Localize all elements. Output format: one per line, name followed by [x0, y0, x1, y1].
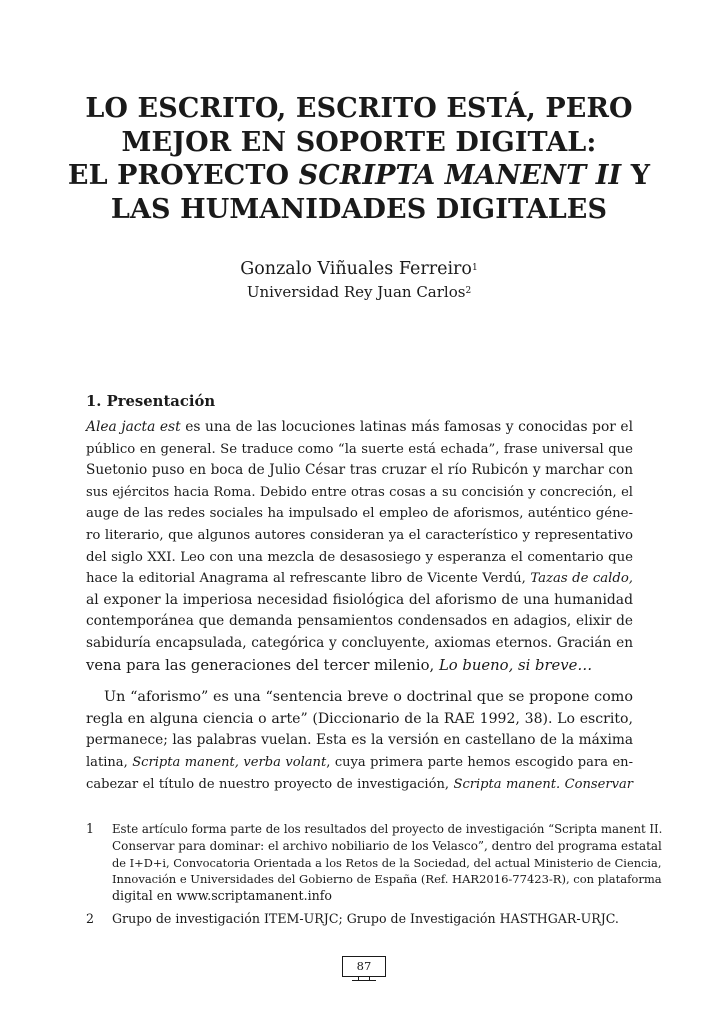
footnote-line: Este artículo forma parte de los resultados del proyecto de investigación “Scripta manent II.: [112, 822, 663, 836]
text-line: Suetonio puso en boca de Julio César tras cruzar el río Rubicón y marchar con: [86, 462, 633, 479]
footnote-line: digital en www.scriptamanent.info: [112, 888, 332, 904]
footnote-line: de I+D+i, Convocatoria Orientada a los Retos de la Sociedad, del actual Ministerio de Ciencia,: [112, 855, 662, 870]
article-title: [60, 92, 658, 226]
project-name: Scripta manent. Conservar: [453, 776, 633, 792]
footnote-line: Grupo de investigación ITEM-URJC; Grupo de Investigación HASTHGAR-URJC.: [112, 910, 619, 926]
text-line: [86, 752, 633, 774]
text-line: [86, 417, 633, 439]
text-line: público en general. Se traduce como “la suerte está echada”, frase universal que: [86, 441, 633, 457]
text-line: sabiduría encapsulada, categórica y concluyente, axiomas eternos. Gracián en: [86, 634, 633, 651]
text-line: [86, 568, 633, 590]
text-line: Un “aforismo” es una “sentencia breve o doctrinal que se propone como: [104, 689, 633, 706]
title-line-1: LO ESCRITO, ESCRITO ESTÁ, PERO: [85, 93, 633, 124]
text-line: [86, 655, 633, 677]
paragraph-1: [86, 417, 633, 676]
section-heading: 1. Presentación: [86, 393, 216, 410]
page-number-monitor-icon: [342, 956, 386, 977]
text-line: sus ejércitos hacia Roma. Debido entre otras cosas a su concisión y concreción, el: [86, 484, 633, 500]
text-span: hace la editorial Anagrama al refrescante libro de Vicente Verdú,: [86, 571, 531, 587]
title-line-3: [60, 159, 658, 193]
text-span: latina,: [86, 754, 133, 770]
text-span: vena para las generaciones del tercer milenio,: [86, 656, 439, 674]
footnote-1: [86, 821, 663, 905]
footnote-line: Conservar para dominar: el archivo nobiliario de los Velasco”, dentro del programa estatal: [112, 838, 662, 853]
page-number: 87: [356, 959, 372, 973]
text-line: ro literario, que algunos autores consideran ya el característico y representativo: [86, 527, 633, 543]
text-span: es una de las locuciones latinas más famosas y conocidas por el: [180, 419, 633, 435]
text-line: auge de las redes sociales ha impulsado el empleo de aforismos, auténtico géne-: [86, 506, 633, 522]
footnote-number: 1: [86, 821, 95, 836]
text-line: [86, 774, 633, 796]
footnote-line: Innovación e Universidades del Gobierno de España (Ref. HAR2016-77423-R), con plataforma: [112, 872, 662, 887]
affiliation-text: Universidad Rey Juan Carlos: [246, 283, 466, 301]
title-project-name: SCRIPTA MANENT II: [298, 160, 622, 191]
latin-phrase: Alea jacta est: [86, 419, 181, 435]
footnote-ref-1[interactable]: 1: [471, 263, 478, 273]
title-line-2: MEJOR EN SOPORTE DIGITAL:: [121, 126, 597, 158]
author-name: [0, 258, 718, 280]
author-affiliation: [0, 282, 718, 302]
monitor-base: [352, 980, 376, 981]
footnote-number: 2: [86, 910, 95, 926]
title-line-3-text: EL PROYECTO: [67, 160, 299, 191]
paragraph-2: [86, 687, 633, 795]
body-text: [86, 417, 633, 795]
title-line-3-end: Y: [621, 160, 651, 191]
quote-italic: Lo bueno, si breve…: [438, 656, 593, 674]
text-line: regla en alguna ciencia o arte” (Diccionario de la RAE 1992, 38). Lo escrito,: [86, 710, 633, 727]
author-name-text: Gonzalo Viñuales Ferreiro: [240, 259, 472, 279]
title-line-4: LAS HUMANIDADES DIGITALES: [110, 193, 608, 225]
text-span: , cuya primera parte hemos escogido para en-: [326, 754, 633, 770]
book-title: Tazas de caldo,: [530, 571, 633, 587]
footnote-2: [86, 911, 639, 928]
text-line: permanece; las palabras vuelan. Esta es la versión en castellano de la máxima: [86, 732, 633, 749]
text-line: del siglo XXI. Leo con una mezcla de desasosiego y esperanza el comentario que: [86, 549, 633, 565]
text-line: contemporánea que demanda pensamientos condensados en adagios, elixir de: [86, 613, 633, 630]
text-line: al exponer la imperiosa necesidad fisiológica del aforismo de una humanidad: [86, 591, 633, 608]
latin-phrase: Scripta manent, verba volant: [132, 754, 327, 770]
text-span: cabezar el título de nuestro proyecto de investigación,: [86, 776, 454, 792]
footnote-ref-2[interactable]: 2: [465, 286, 472, 296]
footnotes: [86, 821, 663, 928]
